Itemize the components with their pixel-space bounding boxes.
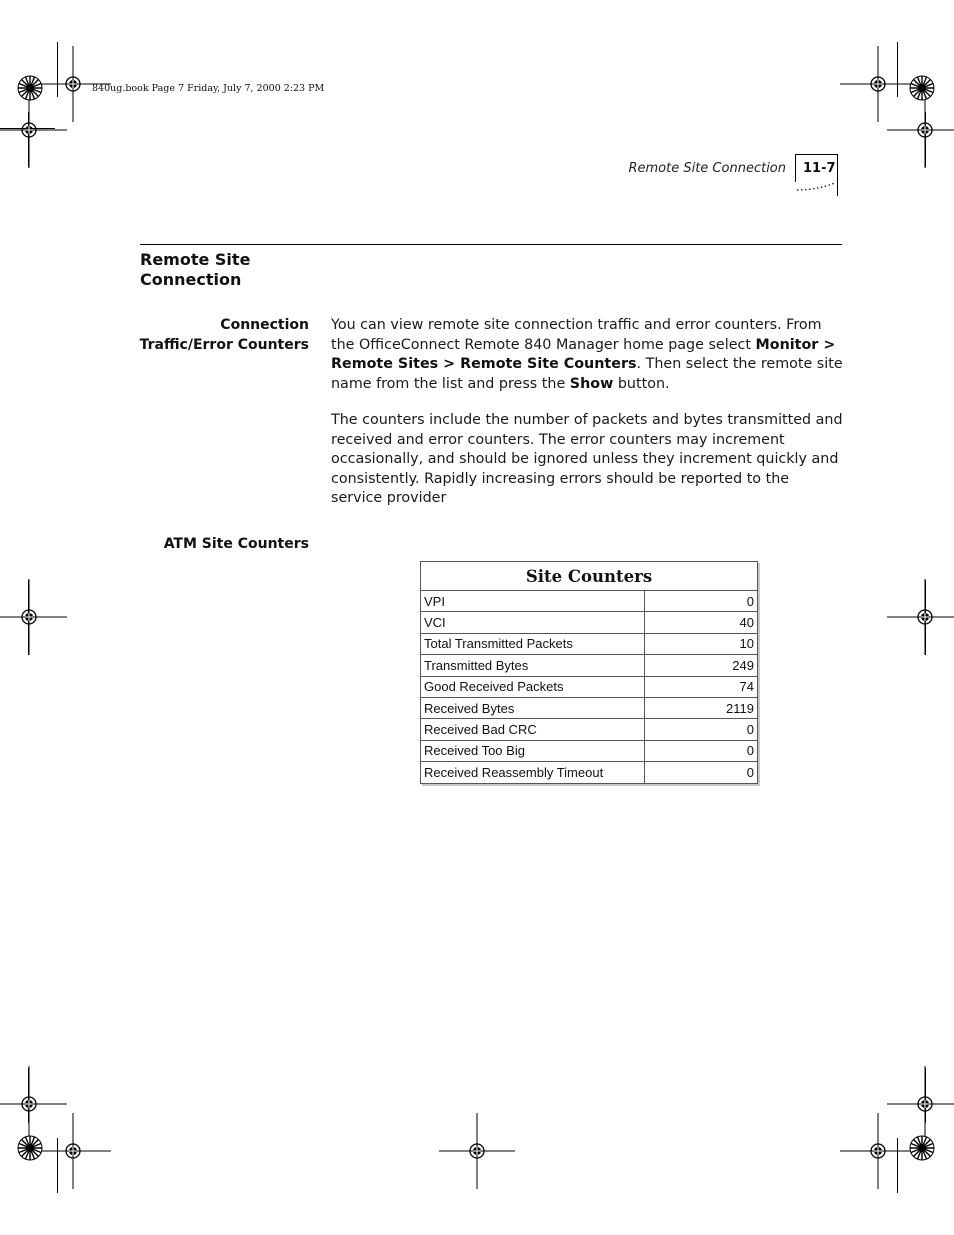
- p1-text-c: . Then select the remote site name from the list and press the: [331, 356, 843, 392]
- counter-label: VCI: [421, 612, 645, 633]
- table-row: [421, 762, 757, 783]
- counter-value: 0: [645, 740, 758, 761]
- counter-value: 10: [645, 633, 758, 654]
- p1-text-d: button.: [613, 375, 670, 392]
- table-row: [421, 719, 757, 740]
- print-slug: 840ug.book Page 7 Friday, July 7, 2000 2:23 PM: [92, 83, 325, 94]
- counter-label: VPI: [421, 591, 645, 612]
- counter-label: Received Bytes: [421, 697, 645, 718]
- counter-value: 40: [645, 612, 758, 633]
- section-rule: [140, 244, 842, 245]
- section-title-line1: Remote Site: [140, 250, 251, 269]
- counter-label: Total Transmitted Packets: [421, 633, 645, 654]
- table-row: [421, 676, 757, 697]
- counter-value: 0: [645, 591, 758, 612]
- section-title-line2: Connection: [140, 270, 242, 289]
- table-row: [421, 591, 757, 612]
- counter-label: Transmitted Bytes: [421, 655, 645, 676]
- table-row: [421, 655, 757, 676]
- site-counters-title: Site Counters: [421, 562, 757, 591]
- counter-label: Received Reassembly Timeout: [421, 762, 645, 783]
- atm-heading: ATM Site Counters: [163, 536, 309, 552]
- counter-value: 2119: [645, 697, 758, 718]
- p1-text-a: You can view remote site connection traffic and error counters. From the OfficeConnect Remote 840 Manager home page select: [331, 317, 822, 353]
- traffic-paragraph-2: The counters include the number of packets and bytes transmitted and received and error counters. The error counters may increment occasionally, and should be ignored unless they increment quickly and consistently. Rapidly increasing errors should be reported to the service provider: [331, 412, 843, 506]
- site-counters-rows: [421, 591, 757, 783]
- traffic-heading: [120, 316, 309, 355]
- counter-value: 0: [645, 762, 758, 783]
- traffic-paragraph-1: [331, 316, 843, 394]
- table-row: [421, 697, 757, 718]
- counter-label: Received Too Big: [421, 740, 645, 761]
- running-title: Remote Site Connection: [628, 161, 786, 176]
- section-title: [140, 250, 300, 290]
- counter-value: 0: [645, 719, 758, 740]
- header-divider: [795, 154, 796, 182]
- counter-value: 249: [645, 655, 758, 676]
- site-counters-table: [420, 561, 758, 784]
- header-rule: [795, 154, 838, 155]
- traffic-heading-line1: Connection: [220, 317, 309, 333]
- show-button-reference: Show: [569, 375, 614, 392]
- traffic-heading-line2: Traffic/Error Counters: [139, 336, 309, 353]
- dotted-arc-icon: [796, 182, 838, 192]
- table-row: [421, 633, 757, 654]
- table-row: [421, 612, 757, 633]
- page-number: 11-7: [803, 161, 836, 176]
- counter-label: Received Bad CRC: [421, 719, 645, 740]
- table-row: [421, 740, 757, 761]
- counter-value: 74: [645, 676, 758, 697]
- counter-label: Good Received Packets: [421, 676, 645, 697]
- menu-path: Monitor > Remote Sites > Remote Site Counters: [331, 336, 836, 372]
